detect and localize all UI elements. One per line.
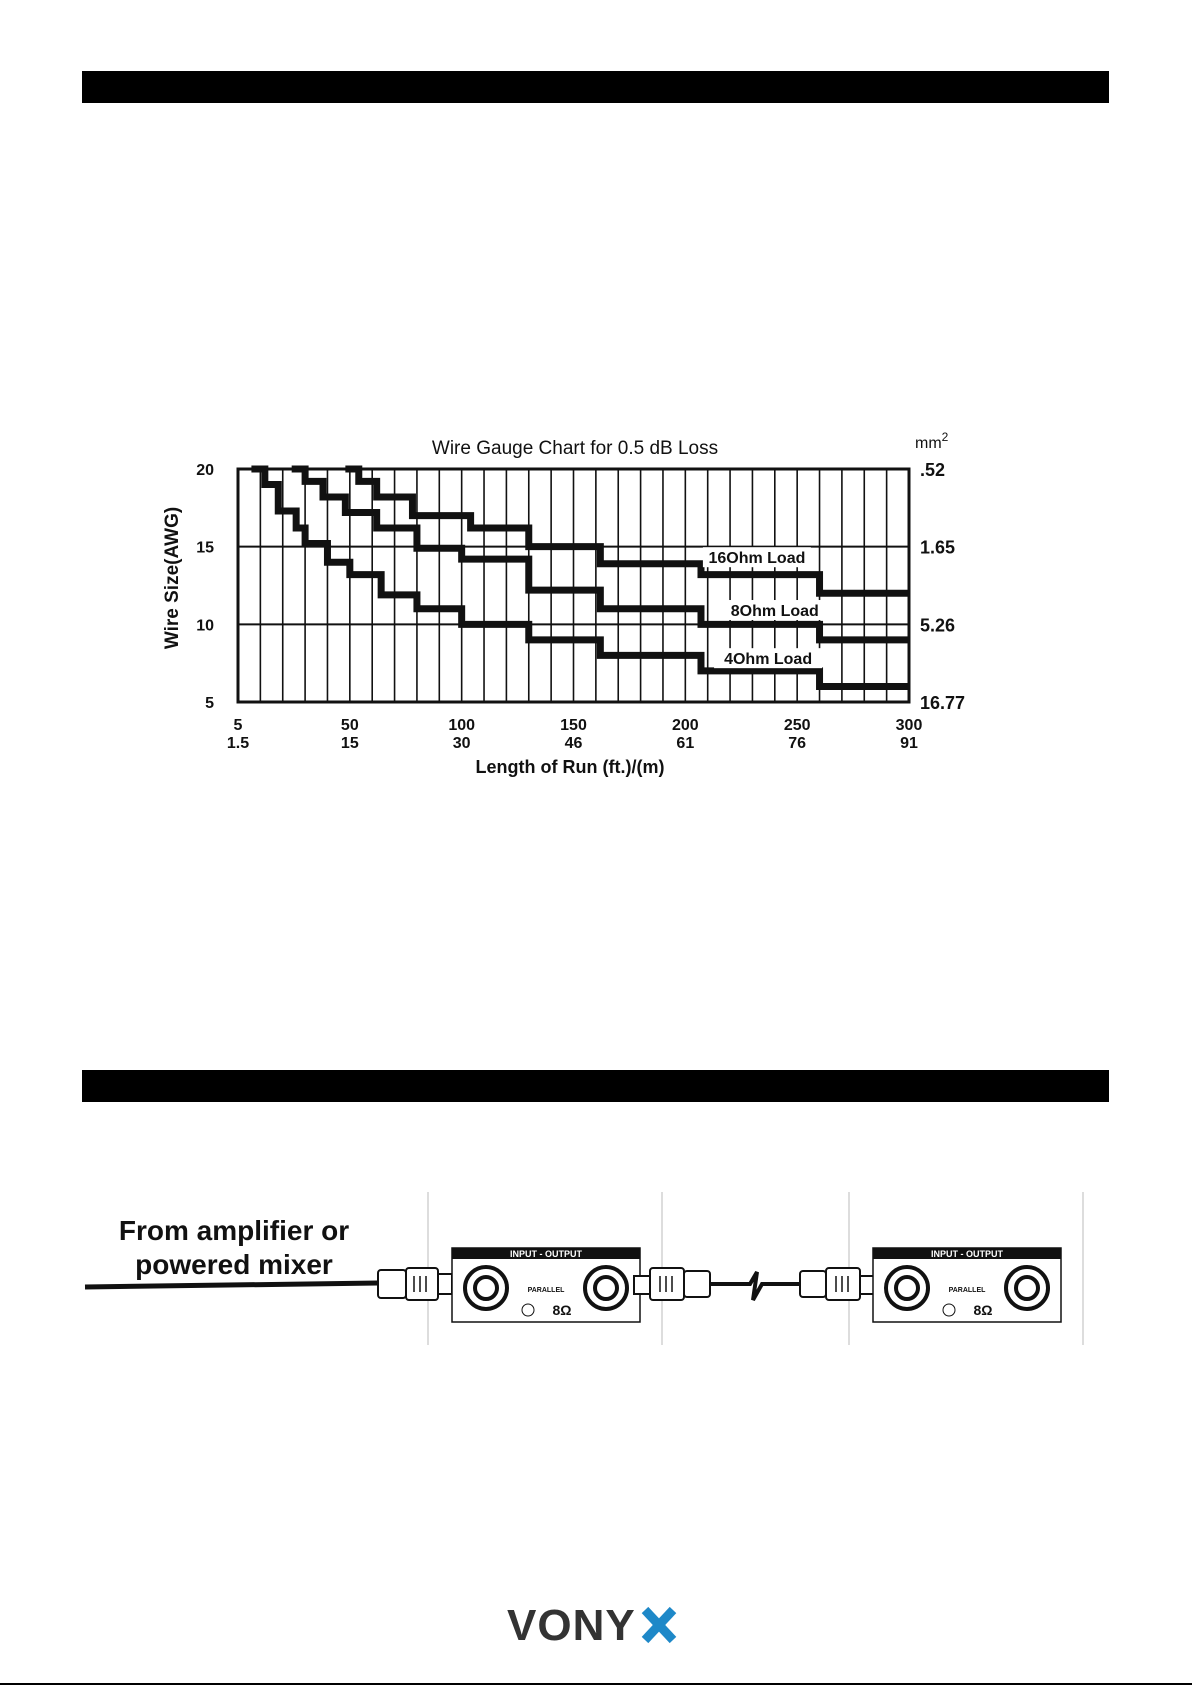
input-cable <box>85 1283 378 1287</box>
vonyx-logo-icon <box>501 1598 691 1650</box>
series-label: 8Ohm Load <box>730 603 819 621</box>
right-tick-label: .52 <box>920 460 946 480</box>
link-cable <box>710 1272 800 1300</box>
x-axis-label: Length of Run (ft.)/(m) <box>475 757 665 777</box>
svg-text:VONY: VONY <box>507 1601 636 1650</box>
chart-title: Wire Gauge Chart for 0.5 dB Loss <box>431 438 719 459</box>
x-tick-label-m: 15 <box>340 735 359 752</box>
brand-logo <box>0 1598 1192 1655</box>
x-tick-label-m: 1.5 <box>226 735 250 752</box>
panel-title: INPUT - OUTPUT <box>931 1249 1003 1259</box>
speakon-connector-icon <box>378 1268 452 1300</box>
impedance-label: 8Ω <box>973 1302 993 1318</box>
right-tick-label: 16.77 <box>920 693 966 713</box>
source-label-line1: From amplifier or <box>118 1215 350 1246</box>
y-tick-label: 5 <box>205 695 214 712</box>
panel-title: INPUT - OUTPUT <box>510 1249 582 1259</box>
x-tick-label-m: 46 <box>564 735 583 752</box>
speakon-connector-icon <box>800 1268 874 1300</box>
parallel-label: PARALLEL <box>527 1287 565 1294</box>
x-tick-label-ft: 5 <box>233 717 243 734</box>
x-tick-label-m: 91 <box>900 735 918 752</box>
series-line-16ohm-load <box>345 469 909 593</box>
right-axis-label: $mm^2$ <box>915 430 949 452</box>
speaker-panel-1 <box>452 1248 640 1322</box>
parallel-label: PARALLEL <box>948 1287 986 1294</box>
x-tick-label-ft: 100 <box>448 717 476 734</box>
right-tick-label: 1.65 <box>920 537 956 558</box>
series-label: 4Ohm Load <box>724 651 813 669</box>
right-tick-label: 5.26 <box>920 615 956 636</box>
x-tick-label-m: 30 <box>452 735 471 752</box>
y-tick-label: 10 <box>196 617 214 635</box>
section-header-bar-2 <box>82 1070 1109 1102</box>
y-tick-label: 15 <box>196 539 214 557</box>
x-tick-label-ft: 200 <box>671 717 699 734</box>
source-label-line2: powered mixer <box>135 1249 333 1280</box>
series-label: 16Ohm Load <box>708 550 806 568</box>
x-tick-label-ft: 150 <box>560 717 587 734</box>
x-tick-label-ft: 250 <box>783 717 811 734</box>
impedance-label: 8Ω <box>552 1302 572 1318</box>
speakon-connector-icon <box>634 1268 710 1300</box>
wire-gauge-chart <box>0 0 1192 800</box>
x-tick-label-ft: 50 <box>340 717 359 734</box>
x-tick-label-ft: 300 <box>895 717 923 734</box>
speaker-connection-diagram <box>0 1180 1192 1360</box>
y-axis-label: Wire Size(AWG) <box>162 506 183 650</box>
series-labels <box>703 547 829 668</box>
chart-ticks <box>196 460 965 752</box>
x-tick-label-m: 76 <box>788 735 807 752</box>
y-tick-label: 20 <box>196 462 214 479</box>
speaker-panel-2 <box>873 1248 1061 1322</box>
x-tick-label-m: 61 <box>676 735 695 752</box>
